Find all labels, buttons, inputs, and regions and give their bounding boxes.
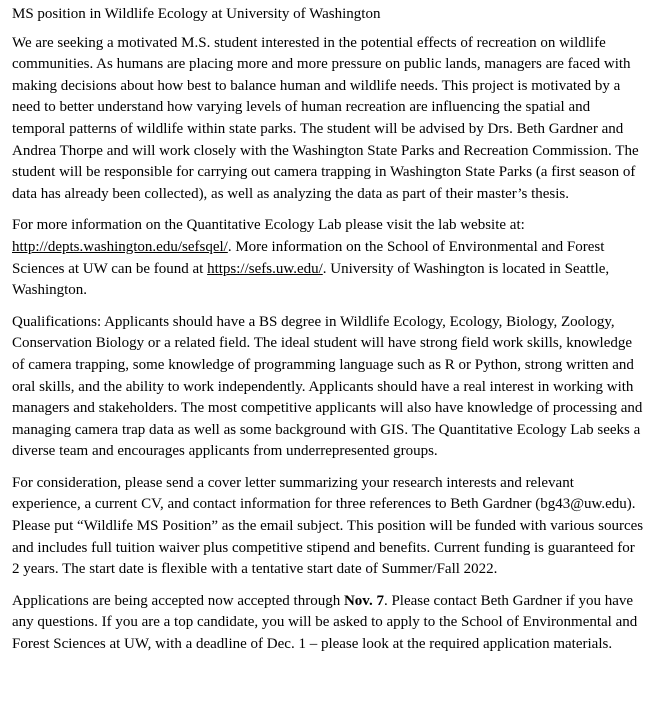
intro-paragraph: We are seeking a motivated M.S. student interested in the potential effects of recreation on wildlife communities. As humans are placing more and more pressure on public lands, managers are faced with making decisions about how best to balance human and wildlife needs. This project is motivated by a need to better understand how varying levels of human recreation are influencing the spatial and temporal patterns of wildlife within state parks. The student will be advised by Drs. Beth Gardner and Andrea Thorpe and will work closely with the Washington State Parks and Recreation Commission. The student will be responsible for carrying out camera trapping in Washington State Parks (a first season of data has already been collected), as well as analyzing the data as part of their master’s thesis. [12,34,639,202]
applications-text-2: . Please contact Beth Gardner if you have any questions. If you are a top candidate, you will be asked to apply to the School of Environmental and Forest Sciences at UW, with a deadline of Dec. 1 – please look at the required application materials. [12,592,638,653]
consideration-paragraph: For consideration, please send a cover letter summarizing your research interests and relevant experience, a current CV, and contact information for three references to Beth Gardner (bg43@uw.edu). Please put “Wildlife MS Position” as the email subject. This position will be funded with various sources and includes full tuition waiver plus competitive stipend and benefits. Current funding is guaranteed for 2 years. The start date is flexible with a tentative start date of Summer/Fall 2022. [12,474,644,578]
more-info-text-1: For more information on the Quantitative Ecology Lab please visit the lab website at: [12,217,525,234]
more-info-text-3: . University of Washington is located in Seattle, Washington. [12,260,610,299]
more-info-text-2: . More information on the School of Environmental and Forest Sciences at UW can be found at [12,238,605,277]
school-website-link[interactable]: https://sefs.uw.edu/ [207,260,323,277]
lab-website-link[interactable]: http://depts.washington.edu/sefsqel/ [12,238,228,255]
qualifications-paragraph: Qualifications: Applicants should have a BS degree in Wildlife Ecology, Ecology, Biology, Zoology, Conservation Biology or a related field. The ideal student will have strong field work skills, knowledge of camera trapping, some knowledge of programming language such as R or Python, strong written and oral skills, and the ability to work independently. Applicants should have a real interest in working with managers and stakeholders. The most competitive applicants will also have knowledge of processing and managing camera trap data as well as some background with GIS. The Quantitative Ecology Lab seeks a diverse team and encourages applicants from underrepresented groups. [12,313,643,460]
page-title: MS position in Wildlife Ecology at University of Washington [12,6,381,22]
applications-paragraph [12,591,645,656]
applications-text-1: Applications are being accepted now accepted through [12,592,344,609]
more-info-paragraph [12,215,645,301]
application-deadline: Nov. 7 [343,592,384,609]
